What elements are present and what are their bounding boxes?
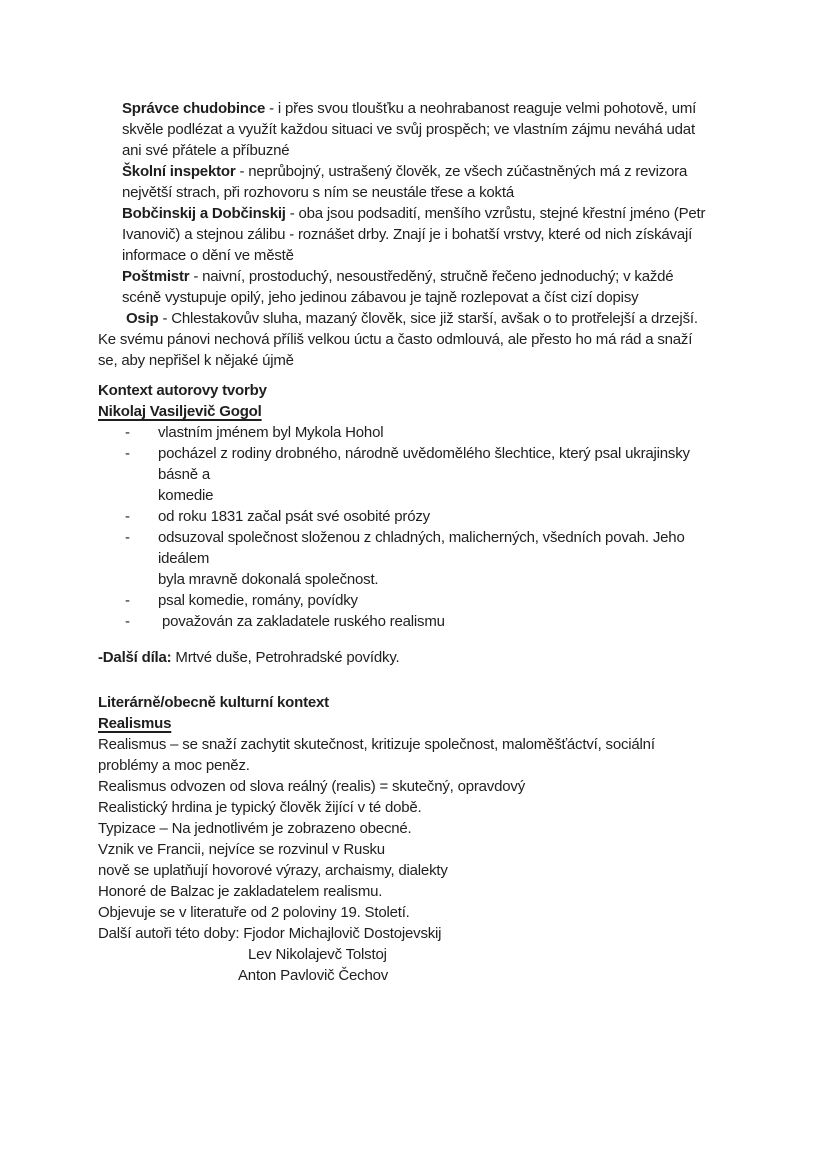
character-desc: scéně vystupuje opilý, jeho jedinou zábavou je tajně rozlepovat a číst cizí dopisy	[122, 289, 639, 306]
character-desc: - Chlestakovův sluha, mazaný člověk, sice již starší, avšak o to protřelejší a drzejší.	[158, 310, 698, 327]
heading-text: Literárně/obecně kulturní kontext	[98, 694, 329, 711]
character-line	[98, 329, 705, 350]
list-item-text: odsuzoval společnost složenou z chladných, malicherných, všedních povah. Jeho	[158, 529, 685, 546]
dalsi-dila-line	[98, 647, 705, 668]
character-desc: - i přes svou tloušťku a neohrabanost reaguje velmi pohotově, umí	[265, 100, 697, 117]
character-line	[98, 161, 705, 182]
text-line	[98, 818, 705, 839]
text: Realistický hrdina je typický člověk žijící v té době.	[98, 799, 422, 816]
text-line	[98, 860, 705, 881]
heading-kontext-autorovy-tvorby	[98, 380, 705, 401]
heading-text: Kontext autorovy tvorby	[98, 382, 267, 399]
list-item-text: ideálem	[158, 550, 210, 567]
text: Vznik ve Francii, nejvíce se rozvinul v Rusku	[98, 841, 385, 858]
character-desc: - naivní, prostoduchý, nesoustředěný, stručně řečeno jednoduchý; v každé	[189, 268, 674, 285]
character-desc: - neprůbojný, ustrašený člověk, ze všech zúčastněných má z revizora	[235, 163, 688, 180]
list-item-text: od roku 1831 začal psát své osobité prózy	[158, 508, 430, 525]
character-line	[98, 350, 705, 371]
text: Objevuje se v literatuře od 2 poloviny 19. Století.	[98, 904, 410, 921]
character-desc: největší strach, při rozhovoru s ním se neustále třese a koktá	[122, 184, 514, 201]
character-line	[98, 140, 705, 161]
list-item-text: komedie	[158, 487, 214, 504]
literary-context-section	[98, 692, 705, 986]
character-line	[98, 287, 705, 308]
list-dash: -	[125, 592, 130, 609]
list-dash: -	[125, 529, 130, 546]
text-line	[98, 839, 705, 860]
character-name: Správce chudobince	[122, 100, 266, 117]
dalsi-dila-text: Mrtvé duše, Petrohradské povídky.	[171, 649, 400, 666]
list-item	[98, 527, 705, 548]
character-line	[98, 224, 705, 245]
heading-literarne-kontext	[98, 692, 705, 713]
list-item-text: básně a	[158, 466, 210, 483]
text-line	[98, 944, 705, 965]
character-desc: ani své přátele a příbuzné	[122, 142, 290, 159]
heading-realismus	[98, 713, 705, 734]
character-line	[98, 182, 705, 203]
character-name: Školní inspektor	[122, 163, 236, 180]
text-line	[98, 923, 705, 944]
list-item-text: byla mravně dokonalá společnost.	[158, 571, 379, 588]
list-dash: -	[125, 445, 130, 462]
heading-text: Nikolaj Vasiljevič Gogol	[98, 403, 262, 420]
text-line	[98, 734, 705, 755]
document-content	[98, 98, 705, 986]
list-item	[98, 590, 705, 611]
list-item-text: pocházel z rodiny drobného, národně uvědomělého šlechtice, který psal ukrajinsky	[158, 445, 690, 462]
text-line	[98, 755, 705, 776]
list-dash: -	[125, 508, 130, 525]
list-item-text: psal komedie, romány, povídky	[158, 592, 358, 609]
character-desc: informace o dění ve městě	[122, 247, 294, 264]
list-item	[98, 443, 705, 464]
text: problémy a moc peněz.	[98, 757, 250, 774]
character-name: Osip	[122, 310, 159, 327]
character-desc: skvěle podlézat a využít každou situaci ve svůj prospěch; ve vlastním zájmu neváhá udat	[122, 121, 695, 138]
list-item-text: vlastním jménem byl Mykola Hohol	[158, 424, 384, 441]
text: Lev Nikolajevč Tolstoj	[248, 946, 387, 963]
character-line	[98, 203, 705, 224]
heading-nikolaj-gogol	[98, 401, 705, 422]
text-line	[98, 902, 705, 923]
text: Typizace – Na jednotlivém je zobrazeno obecné.	[98, 820, 412, 837]
text-line	[98, 965, 705, 986]
characters-section	[98, 98, 705, 371]
text: Další autoři této doby: Fjodor Michajlovič Dostojevskij	[98, 925, 442, 942]
list-item-continuation	[98, 548, 705, 569]
text: nově se uplatňují hovorové výrazy, archaismy, dialekty	[98, 862, 448, 879]
list-item-continuation	[98, 464, 705, 485]
list-item	[98, 506, 705, 527]
character-line	[98, 245, 705, 266]
other-works-section	[98, 647, 705, 668]
character-desc: - oba jsou podsadití, menšího vzrůstu, stejné křestní jméno (Petr	[285, 205, 706, 222]
character-desc: Ke svému pánovi nechová příliš velkou úctu a často odmlouvá, ale přesto ho má rád a snaží	[98, 331, 693, 348]
character-line	[98, 266, 705, 287]
list-dash: -	[125, 613, 130, 630]
text: Realismus odvozen od slova reálný (realis) = skutečný, opravdový	[98, 778, 525, 795]
character-name: Poštmistr	[122, 268, 190, 285]
list-item-continuation	[98, 485, 705, 506]
character-line	[98, 98, 705, 119]
character-desc: Ivanovič) a stejnou zálibu - roznášet drby. Znají je i bohatší vrstvy, které od nich získávají	[122, 226, 693, 243]
text: Honoré de Balzac je zakladatelem realismu.	[98, 883, 383, 900]
text: Realismus – se snaží zachytit skutečnost, kritizuje společnost, maloměšťáctví, sociální	[98, 736, 655, 753]
character-desc: se, aby nepřišel k nějaké újmě	[98, 352, 294, 369]
character-line	[98, 119, 705, 140]
dalsi-dila-label: -Další díla:	[98, 649, 172, 666]
list-item	[98, 422, 705, 443]
character-name: Bobčinskij a Dobčinskij	[122, 205, 286, 222]
list-item-text: považován za zakladatele ruského realismu	[158, 613, 445, 630]
text-line	[98, 881, 705, 902]
author-context-section	[98, 380, 705, 632]
text-line	[98, 776, 705, 797]
list-item-continuation	[98, 569, 705, 590]
list-item	[98, 611, 705, 632]
text: Anton Pavlovič Čechov	[238, 967, 389, 984]
text-line	[98, 797, 705, 818]
heading-text: Realismus	[98, 715, 172, 732]
character-line	[98, 308, 705, 329]
list-dash: -	[125, 424, 130, 441]
